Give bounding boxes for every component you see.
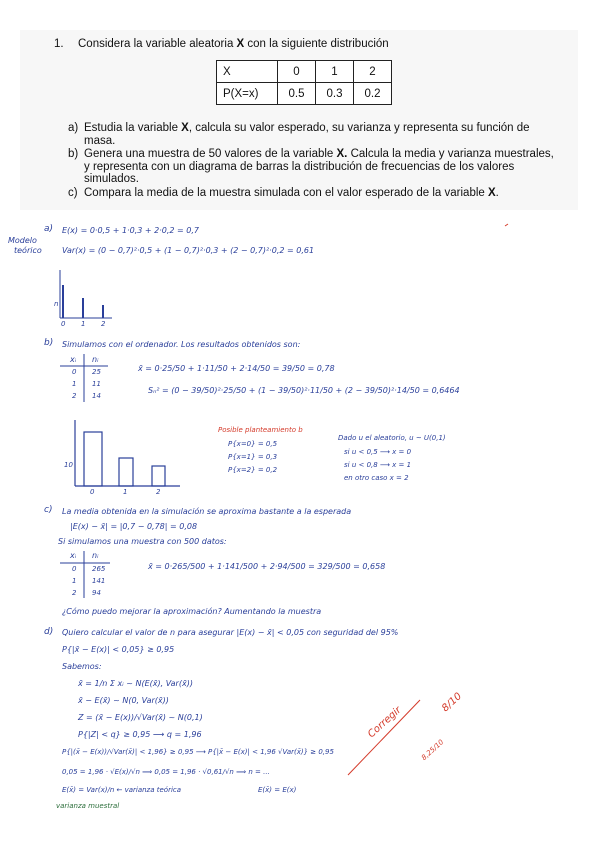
part-d-line-9: 0,05 = 1,96 · √E(x)/√n ⟹ 0,05 = 1,96 · √0,61/√n ⟹ n = ... (62, 768, 270, 776)
bar-x-tick-1: 1 (123, 488, 128, 496)
part-d-line-6: Z = (x̄ − E(x))/√Var(x̄) ~ N(0,1) (78, 713, 203, 722)
margin-label-1: Modelo (8, 236, 37, 245)
table2-cell: 265 (92, 565, 106, 573)
part-d-line-11: E(x̄) = E(x) (258, 786, 297, 794)
bar-x0 (84, 432, 102, 486)
table1-cell: 0 (72, 368, 77, 376)
grade-sub: 8,25/10 (420, 738, 446, 762)
table-cell: P(X=x) (217, 83, 278, 105)
part-c-label: c) (44, 505, 53, 515)
table1-cell: 1 (72, 380, 77, 388)
grade-word: Corregir (366, 704, 404, 741)
bar-x2 (152, 466, 165, 486)
part-d-line-8: P{|(x̄ − E(x))/√Var(x̄)| < 1,96} ≥ 0,95 ⟶ P{|x̄ − E(x)| < 1,96 √Var(x̄)} ≥ 0,95 (62, 748, 334, 756)
table2-cell: 2 (72, 589, 77, 597)
table2-header-x: xᵢ (70, 551, 77, 560)
table2-cell: 94 (92, 589, 101, 597)
sample-variance-50: Sₙ² = (0 − 39/50)²·25/50 + (1 − 39/50)²·11/50 + (2 − 39/50)²·14/50 = 0,6464 (148, 386, 460, 395)
table-cell: X (217, 61, 278, 83)
improve-question: ¿Cómo puedo mejorar la aproximación? Aumentando la muestra (62, 607, 322, 616)
margin-label-2: teórico (14, 246, 42, 255)
part-a-variance: Var(x) = (0 − 0,7)²·0,5 + (1 − 0,7)²·0,3 + (2 − 0,7)²·0,2 = 0,61 (62, 246, 315, 255)
frequency-bar-chart (75, 420, 180, 486)
subquestion-text: y representa con un diagrama de barras la distribución de frecuencias de los valores (84, 160, 515, 173)
simulation-p0: P{x=0} = 0,5 (228, 440, 278, 448)
subquestion-text: Estudia la variable (84, 122, 182, 134)
pmf-tick-2: 2 (101, 320, 106, 328)
red-tick (505, 224, 508, 226)
subquestion-text: Genera una muestra de 50 valores de la variable (84, 148, 337, 160)
part-d-line-3: Sabemos: (62, 662, 102, 671)
table1-header-n: nᵢ (92, 355, 99, 364)
table1-cell: 25 (92, 368, 101, 376)
subquestion-text: , calcula su valor esperado, su varianza y representa su función de (188, 122, 530, 134)
part-d-line-1: Quiero calcular el valor de n para asegurar |E(x) − x̄| < 0,05 con seguridad del 95% (62, 628, 399, 637)
subquestion-text: Compara la media de la muestra simulada con el valor esperado de la variable (84, 187, 488, 199)
table1-cell: 11 (92, 380, 101, 388)
subquestion-text: simulados. (84, 173, 139, 185)
table1-cell: 14 (92, 392, 101, 400)
table1-cell: 2 (72, 392, 77, 400)
part-d-line-5: x̄ − E(x̄) ~ N(0, Var(x̄)) (78, 696, 169, 705)
question-var: X (236, 38, 245, 50)
pmf-axis-label: n (54, 300, 59, 308)
question-text-before: Considera la variable aleatoria (78, 38, 237, 50)
part-b-header: Simulamos con el ordenador. Los resultados obtenidos son: (62, 340, 301, 349)
subquestion-letter: a) (68, 122, 79, 134)
subquestion-text: masa. (84, 134, 116, 147)
part-a-label: a) (44, 224, 54, 234)
table2-cell: 1 (72, 577, 77, 585)
simulation-note-2: si u < 0,5 ⟶ x = 0 (344, 448, 412, 456)
subquestion-text: . (495, 187, 499, 199)
grade-slash (348, 700, 420, 775)
sample-mean-500: x̄ = 0·265/500 + 1·141/500 + 2·94/500 = 329/500 = 0,658 (148, 562, 386, 571)
table2-lines (60, 551, 110, 598)
simulation-title: Posible planteamiento b (218, 426, 303, 434)
table-cell: 0.5 (278, 83, 316, 105)
bar-y-label: 10 (64, 461, 73, 469)
subquestion-letter: c) (68, 187, 78, 199)
subquestion-var: X (488, 187, 496, 199)
question-text-after: con la siguiente distribución (244, 38, 389, 50)
table-cell: 1 (316, 61, 354, 83)
grade-strokes (348, 224, 508, 775)
table-cell: 0 (278, 61, 316, 83)
simulation-note-3: si u < 0,8 ⟶ x = 1 (344, 461, 412, 469)
simulation-note-4: en otro caso x = 2 (344, 474, 409, 482)
subquestion-var: X. (336, 148, 348, 160)
bar-x1 (119, 458, 133, 486)
part-d-line-2: P{|x̄ − E(x)| < 0,05} ≥ 0,95 (62, 645, 175, 654)
bar-x-tick-2: 2 (156, 488, 161, 496)
part-d-line-7: P{|Z| < q} ≥ 0,95 ⟶ q = 1,96 (78, 730, 202, 739)
simulation-p2: P{x=2} = 0,2 (228, 466, 278, 474)
question-number: 1. (54, 38, 64, 50)
part-d-line-10: E(x̄) = Var(x)/n ← varianza teórica (62, 786, 182, 794)
part-b-label: b) (44, 338, 54, 348)
simulation-note-1: Dado u el aleatorio, u ~ U(0,1) (338, 434, 446, 442)
pmf-tick-1: 1 (81, 320, 86, 328)
pmf-plot (60, 270, 112, 318)
subquestion-var: X (181, 122, 189, 134)
part-c-line-2: |E(x) − x̄| = |0,7 − 0,78| = 0,08 (70, 522, 198, 531)
table2-cell: 0 (72, 565, 77, 573)
table-cell: 0.2 (354, 83, 392, 105)
part-d-line-12: varianza muestral (56, 802, 120, 810)
table2-cell: 141 (92, 577, 106, 585)
part-c-line-1: La media obtenida en la simulación se aproxima bastante a la esperada (62, 507, 352, 516)
subquestion-text: Calcula la media y varianza muestrales, (347, 148, 554, 160)
part-d-label: d) (44, 627, 54, 637)
part-c-line-3: Si simulamos una muestra con 500 datos: (58, 537, 227, 546)
table-cell: 0.3 (316, 83, 354, 105)
sample-mean-50: x̄ = 0·25/50 + 1·11/50 + 2·14/50 = 39/50 = 0,78 (138, 364, 335, 373)
simulation-p1: P{x=1} = 0,3 (228, 453, 278, 461)
table1-header-x: xᵢ (70, 355, 77, 364)
table-cell: 2 (354, 61, 392, 83)
subquestion-letter: b) (68, 148, 79, 160)
part-a-expectation: E(x) = 0·0,5 + 1·0,3 + 2·0,2 = 0,7 (62, 226, 199, 235)
bar-x-tick-0: 0 (90, 488, 95, 496)
grade-score: 8/10 (440, 690, 465, 715)
part-d-line-4: x̄ = 1/n Σ xᵢ ~ N(E(x̄), Var(x̄)) (78, 679, 193, 688)
pmf-tick-0: 0 (61, 320, 66, 328)
table2-header-n: nᵢ (92, 551, 99, 560)
